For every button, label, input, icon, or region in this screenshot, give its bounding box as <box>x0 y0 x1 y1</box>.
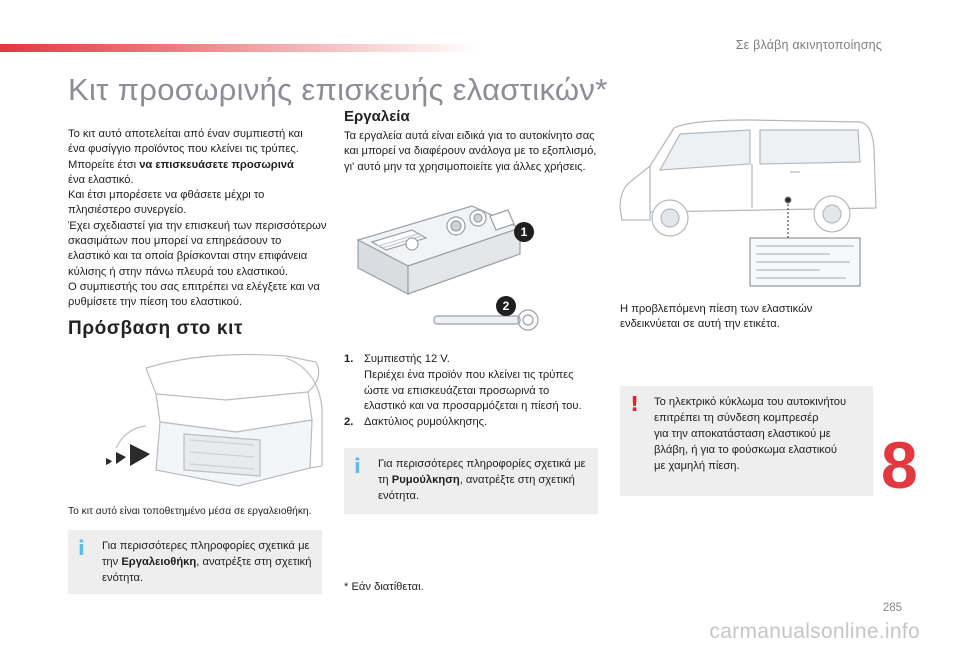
intro-paragraph: Το κιτ αυτό αποτελείται από έναν συμπιεστή και ένα φυσίγγιο προϊόντος που κλείνει τις τρύπες. Μπορείτε έτσι να επισκευάσετε προσωρινά ένα ελαστικό. Και έτσι μπορέσετε να φθάσετε μέχρι το πλησιέστερο συνεργείο. Έχει σχεδιαστεί για την επισκευή των περισσότερων σκασιμάτων που μπορεί να επηρεάσουν το ελαστικό και τα οποία βρίσκονται στην επιφάνεια κύλισης ή στην πάνω πλευρά του ελαστικού. Ο συμπιεστής του σας επιτρέπει να ελέγξετε και να ρυθμίσετε την πίεση του ελαστικού. <box>68 128 327 309</box>
toolbox-link[interactable]: Εργαλειοθήκη <box>121 556 197 568</box>
tools-paragraph: Τα εργαλεία αυτά είναι ειδικά για το αυτοκίνητο σας και μπορεί να διαφέρουν ανάλογα με το εξοπλισμό, γι' αυτό μην τα χρησιμοποιείτε για άλλες χρήσεις. <box>344 130 597 173</box>
callout-1: 1 <box>514 222 534 242</box>
intro-emphasis: να επισκευάσετε προσωρινά <box>139 158 294 171</box>
section-label: Σε βλάβη ακινητοποίησης <box>735 38 882 52</box>
towing-link[interactable]: Ρυμούλκηση <box>391 474 460 486</box>
chapter-number: 8 <box>881 428 918 502</box>
header-accent-bar <box>0 44 480 52</box>
watermark: carmanualsonline.info <box>709 620 920 643</box>
list-item: 2. Δακτύλιος ρυμούλκησης. <box>344 416 488 429</box>
info-box-towing: i Για περισσότερες πληροφορίες σχετικά με τη Ρυμούλκηση, ανατρέξτε στη σχετική ενότητα. <box>344 448 598 514</box>
list-item: 1. Συμπιεστής 12 V. Περιέχει ένα προϊόν που κλείνει τις τρύπες ώστε να επισκευάζεται προσωρινά το ελαστικό και να προσαρμόζεται η πίεσή του. <box>344 353 582 413</box>
seat-toolbox-illustration <box>86 348 328 496</box>
info-icon: i <box>78 536 85 560</box>
info-box-toolbox: i Για περισσότερες πληροφορίες σχετικά με την Εργαλειοθήκη, ανατρέξτε στη σχετική ενότητα. <box>68 530 322 594</box>
seat-caption: Το κιτ αυτό είναι τοποθετημένο μέσα σε εργαλειοθήκη. <box>68 506 312 517</box>
access-heading: Πρόσβαση στο κιτ <box>68 318 244 339</box>
tools-heading: Εργαλεία <box>344 108 410 125</box>
repair-kit-illustration <box>352 188 552 340</box>
van-tyre-label-illustration <box>610 108 882 294</box>
page-title: Κιτ προσωρινής επισκευής ελαστικών* <box>68 72 608 107</box>
footnote: * Εάν διατίθεται. <box>344 581 424 593</box>
warning-box: ! Το ηλεκτρικό κύκλωμα του αυτοκινήτου επιτρέπει τη σύνδεση κομπρεσέρ για την αποκατάσταση ελαστικού με βλάβη, ή για το φούσκωμα ελαστικού με χαμηλή πίεση. <box>620 386 873 496</box>
callout-2: 2 <box>496 296 516 316</box>
page-number: 285 <box>882 602 902 614</box>
tools-list <box>344 352 604 431</box>
van-caption: Η προβλεπόμενη πίεση των ελαστικών ενδεικνύεται σε αυτή την ετικέτα. <box>620 303 813 331</box>
warning-icon: ! <box>630 392 640 416</box>
info-icon: i <box>354 454 361 478</box>
